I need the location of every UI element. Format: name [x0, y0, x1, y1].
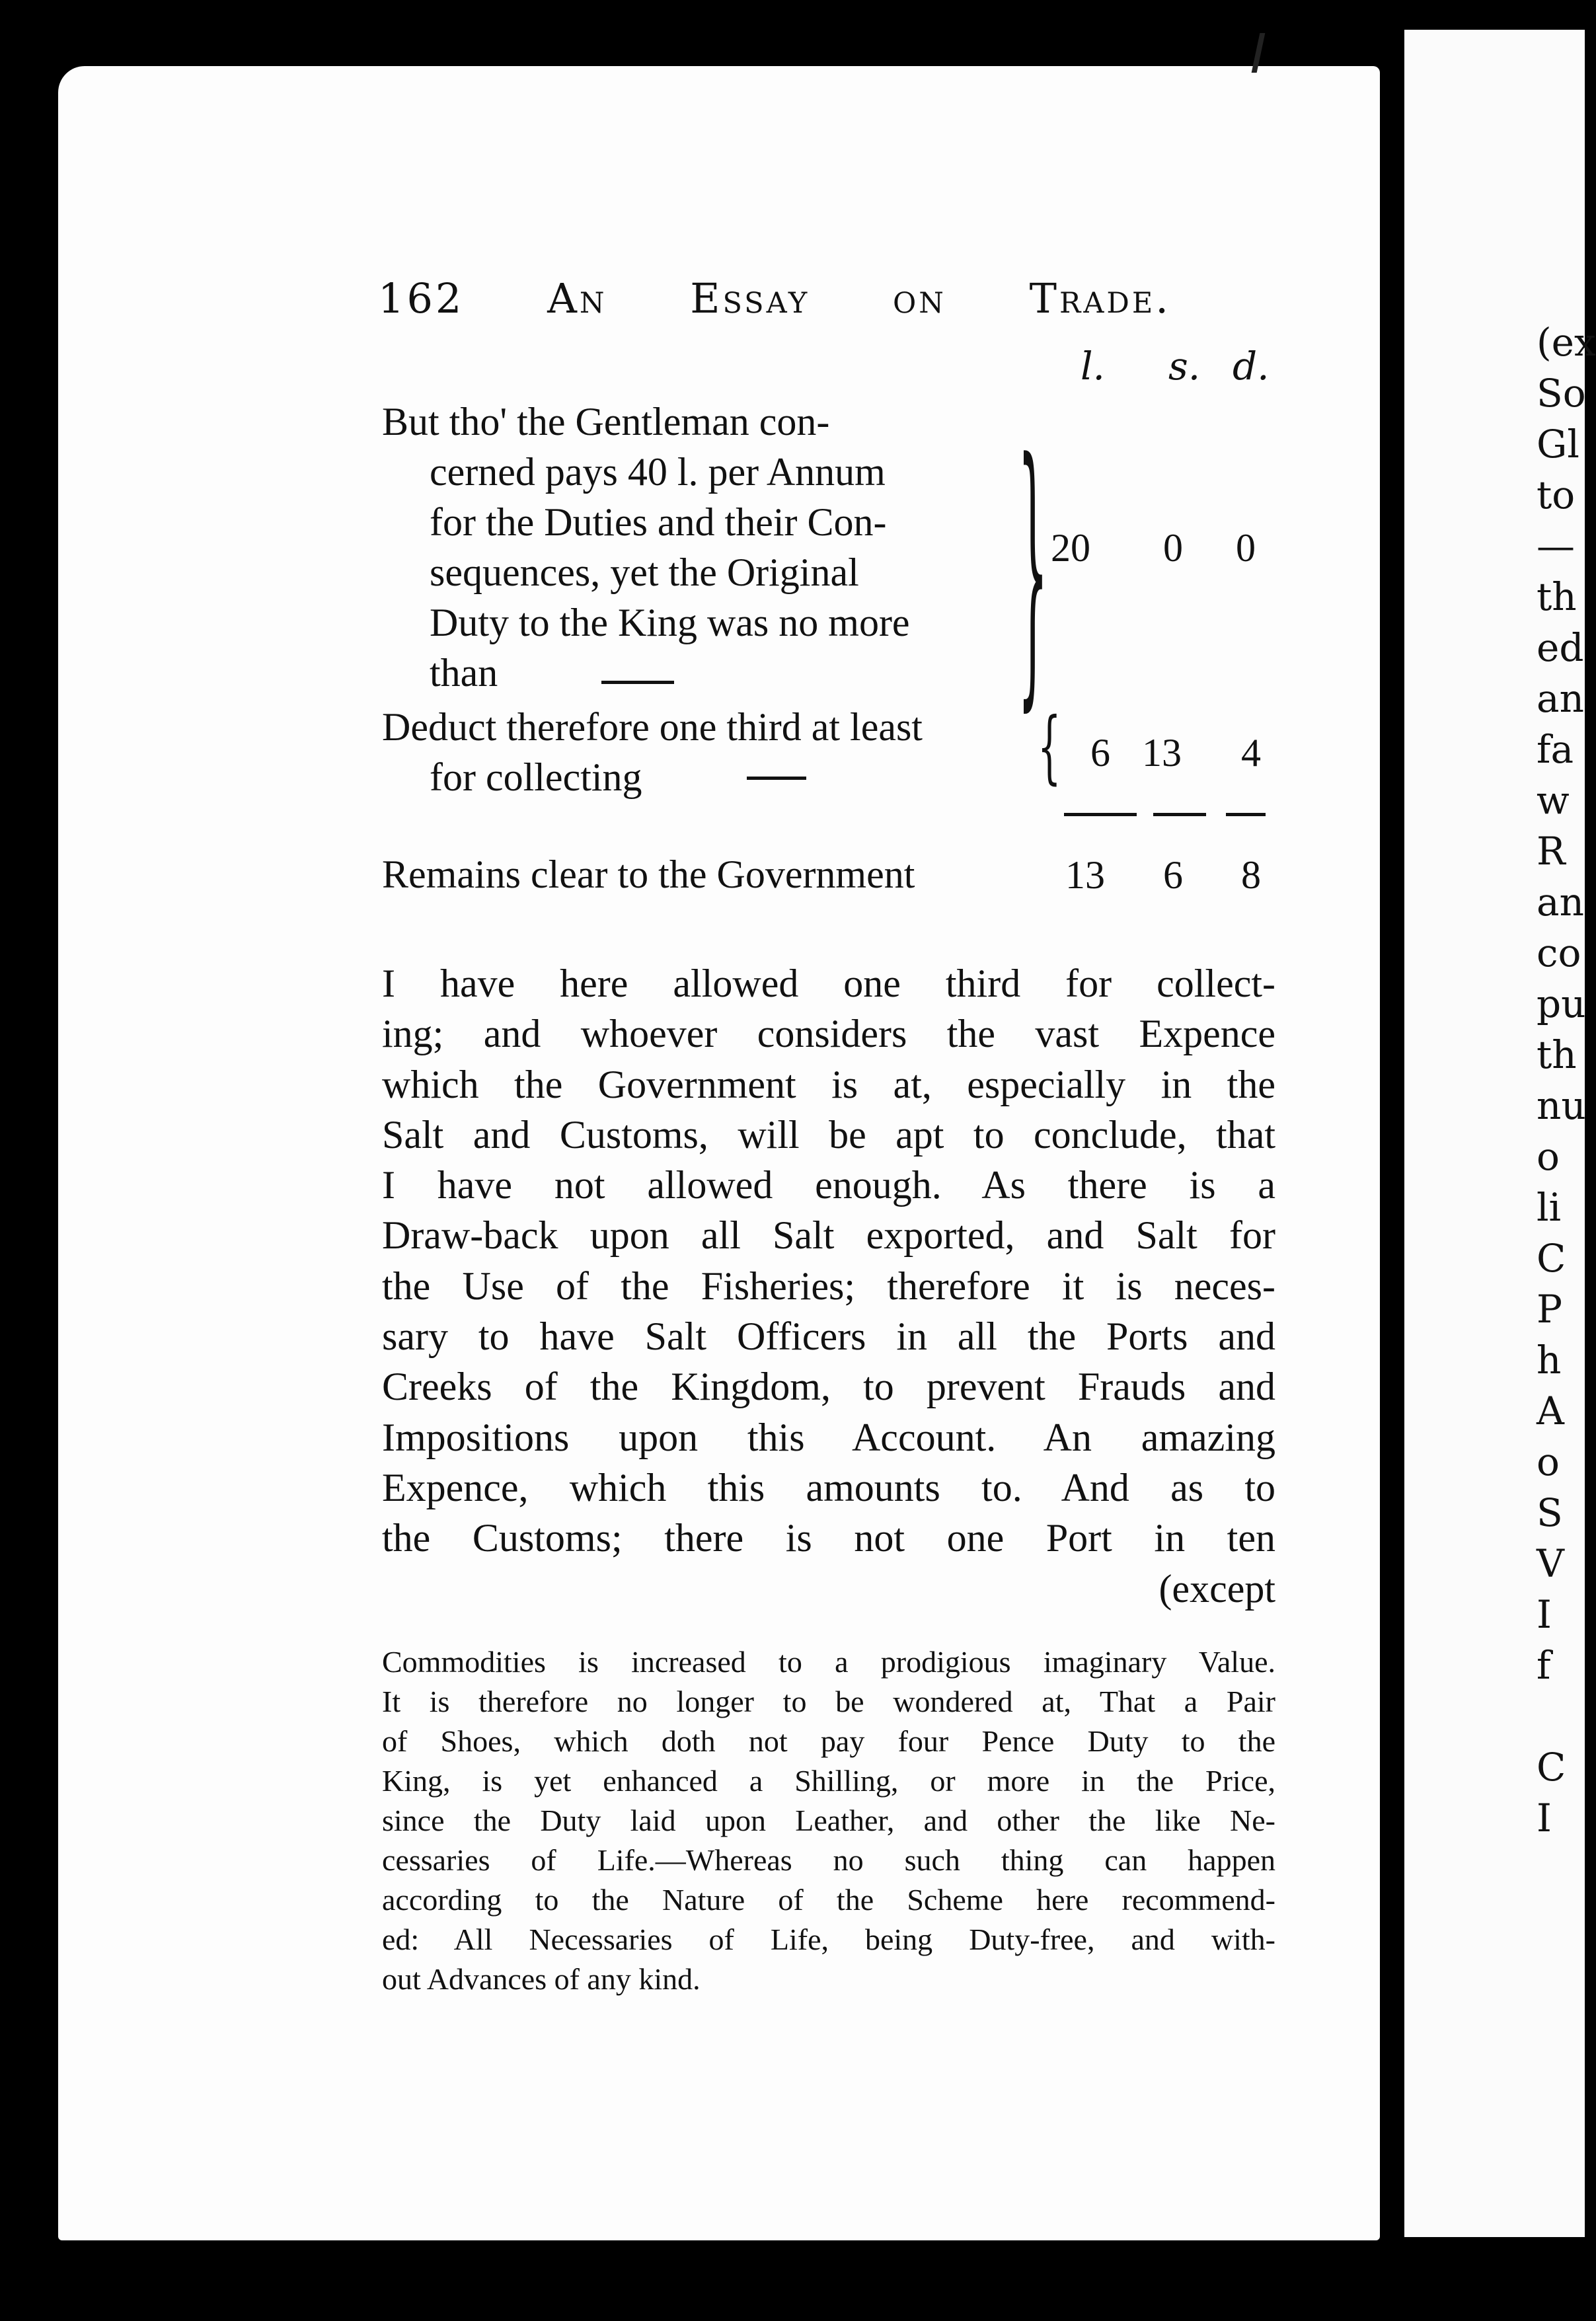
running-head-word: Essay — [690, 274, 810, 323]
facing-fragment: — — [1537, 523, 1575, 568]
remains-label: Remains clear to the Government — [382, 853, 915, 896]
body-line: the Customs; there is not one Port in ten — [382, 1516, 1275, 1560]
ledger-line: sequences, yet the Original — [430, 551, 859, 594]
facing-fragment: S — [1537, 1490, 1563, 1535]
facing-fragment — [1537, 1691, 1596, 1742]
leader-dash — [601, 681, 674, 684]
body-line: Impositions upon this Account. An amazing — [382, 1415, 1275, 1459]
facing-fragment: C — [1537, 1236, 1566, 1281]
facing-fragment: I — [1537, 1796, 1552, 1841]
footnote-line: Commodities is increased to a prodigious imaginary Value. — [382, 1645, 1275, 1679]
page-number: 162 — [378, 274, 465, 323]
facing-fragment: I — [1537, 1592, 1552, 1637]
body-line: which the Government is at, especially in the — [382, 1062, 1275, 1106]
ledger-value: 20 — [1051, 526, 1090, 570]
pounds-head: l. — [1081, 344, 1105, 389]
footnote-line: ed: All Necessaries of Life, being Duty-free, and with- — [382, 1922, 1275, 1956]
body-line: ing; and whoever considers the vast Expence — [382, 1012, 1275, 1056]
ledger-value: 4 — [1241, 731, 1261, 775]
ledger-line: for collecting — [430, 755, 642, 799]
footnote-line: since the Duty laid upon Leather, and other the like Ne- — [382, 1804, 1275, 1837]
facing-fragment: h — [1537, 1338, 1562, 1383]
footnote-line: out Advances of any kind. — [382, 1962, 701, 1996]
facing-fragment: an — [1537, 676, 1584, 721]
footnote-line: according to the Nature of the Scheme here recommend- — [382, 1883, 1275, 1917]
body-line: Creeks of the Kingdom, to prevent Frauds and — [382, 1365, 1275, 1409]
body-line: I have here allowed one third for collect- — [382, 962, 1275, 1005]
facing-fragment: f — [1537, 1643, 1551, 1688]
shillings-head: s. — [1168, 344, 1201, 389]
ledger-value: 0 — [1236, 526, 1256, 570]
ledger-value: 6 — [1163, 853, 1183, 897]
ledger-line: for the Duties and their Con- — [430, 500, 887, 544]
facing-fragment: (ex — [1537, 320, 1596, 365]
body-paragraph — [382, 958, 1275, 1614]
facing-fragment: R — [1537, 829, 1566, 874]
body-line: Salt and Customs, will be apt to conclude, that — [382, 1112, 1275, 1157]
facing-fragment: o — [1537, 1439, 1560, 1484]
running-head — [378, 274, 1171, 327]
ledger-value: 13 — [1065, 853, 1105, 897]
facing-fragment: th — [1537, 574, 1577, 619]
body-line: sary to have Salt Officers in all the Ports and — [382, 1314, 1275, 1359]
facing-fragment: fa — [1537, 727, 1574, 772]
facing-fragment: to — [1537, 473, 1576, 517]
ledger-value: 6 — [1090, 731, 1110, 775]
ledger-value: 13 — [1142, 731, 1182, 775]
ledger-line: than — [430, 651, 498, 695]
facing-fragment: nu — [1537, 1083, 1586, 1128]
footnote-line: It is therefore no longer to be wondered at, That a Pair — [382, 1685, 1275, 1718]
footnote — [382, 1642, 1275, 1999]
facing-fragment: co — [1537, 931, 1581, 975]
ledger-entry-2 — [382, 702, 923, 802]
facing-fragment: A — [1537, 1389, 1564, 1433]
facing-fragment: V — [1537, 1541, 1564, 1586]
facing-fragment: So — [1537, 371, 1586, 416]
body-line: I have not allowed enough. As there is a — [382, 1163, 1275, 1207]
facing-fragment: an — [1537, 880, 1584, 925]
ledger-line: But tho' the Gentleman con- — [382, 400, 830, 443]
facing-fragment: C — [1537, 1745, 1566, 1790]
running-head-word: Trade. — [1029, 274, 1171, 323]
ledger-column-heads — [1071, 344, 1275, 390]
sum-rule — [1064, 813, 1137, 816]
body-line: (except — [1159, 1566, 1275, 1611]
facing-fragment: Gl — [1537, 422, 1579, 467]
brace: } — [1018, 403, 1048, 736]
sum-rule — [1226, 813, 1266, 816]
facing-fragment: w — [1537, 778, 1570, 823]
facing-fragment: pu — [1537, 981, 1586, 1026]
facing-fragment: th — [1537, 1032, 1577, 1077]
running-head-word: on — [893, 274, 946, 323]
facing-fragment: P — [1537, 1287, 1563, 1332]
footnote-line: of Shoes, which doth not pay four Pence Duty to the — [382, 1724, 1275, 1758]
body-line: the Use of the Fisheries; therefore it is neces- — [382, 1264, 1275, 1308]
ledger-line: Duty to the King was no more — [430, 601, 910, 644]
running-head-word: An — [547, 274, 607, 323]
footnote-line: King, is yet enhanced a Shilling, or more in the Price, — [382, 1764, 1275, 1798]
leader-dash — [747, 777, 806, 780]
ledger-value: 8 — [1241, 853, 1261, 897]
ledger-value: 0 — [1163, 526, 1183, 570]
body-line: Expence, which this amounts to. And as to — [382, 1465, 1275, 1509]
facing-page-fragments — [1537, 317, 1596, 1844]
facing-fragment: li — [1537, 1185, 1562, 1230]
brace: { — [1038, 701, 1061, 793]
ledger-line: Deduct therefore one third at least — [382, 705, 923, 749]
ledger-entry-1 — [382, 397, 910, 698]
facing-fragment: o — [1537, 1134, 1560, 1179]
footnote-line: cessaries of Life.—Whereas no such thing can happen — [382, 1843, 1275, 1877]
sum-rule — [1153, 813, 1206, 816]
facing-fragment: ed — [1537, 625, 1584, 670]
ledger-line: cerned pays 40 l. per Annum — [430, 450, 886, 494]
pence-head: d. — [1233, 344, 1270, 389]
body-line: Draw-back upon all Salt exported, and Salt for — [382, 1213, 1275, 1258]
